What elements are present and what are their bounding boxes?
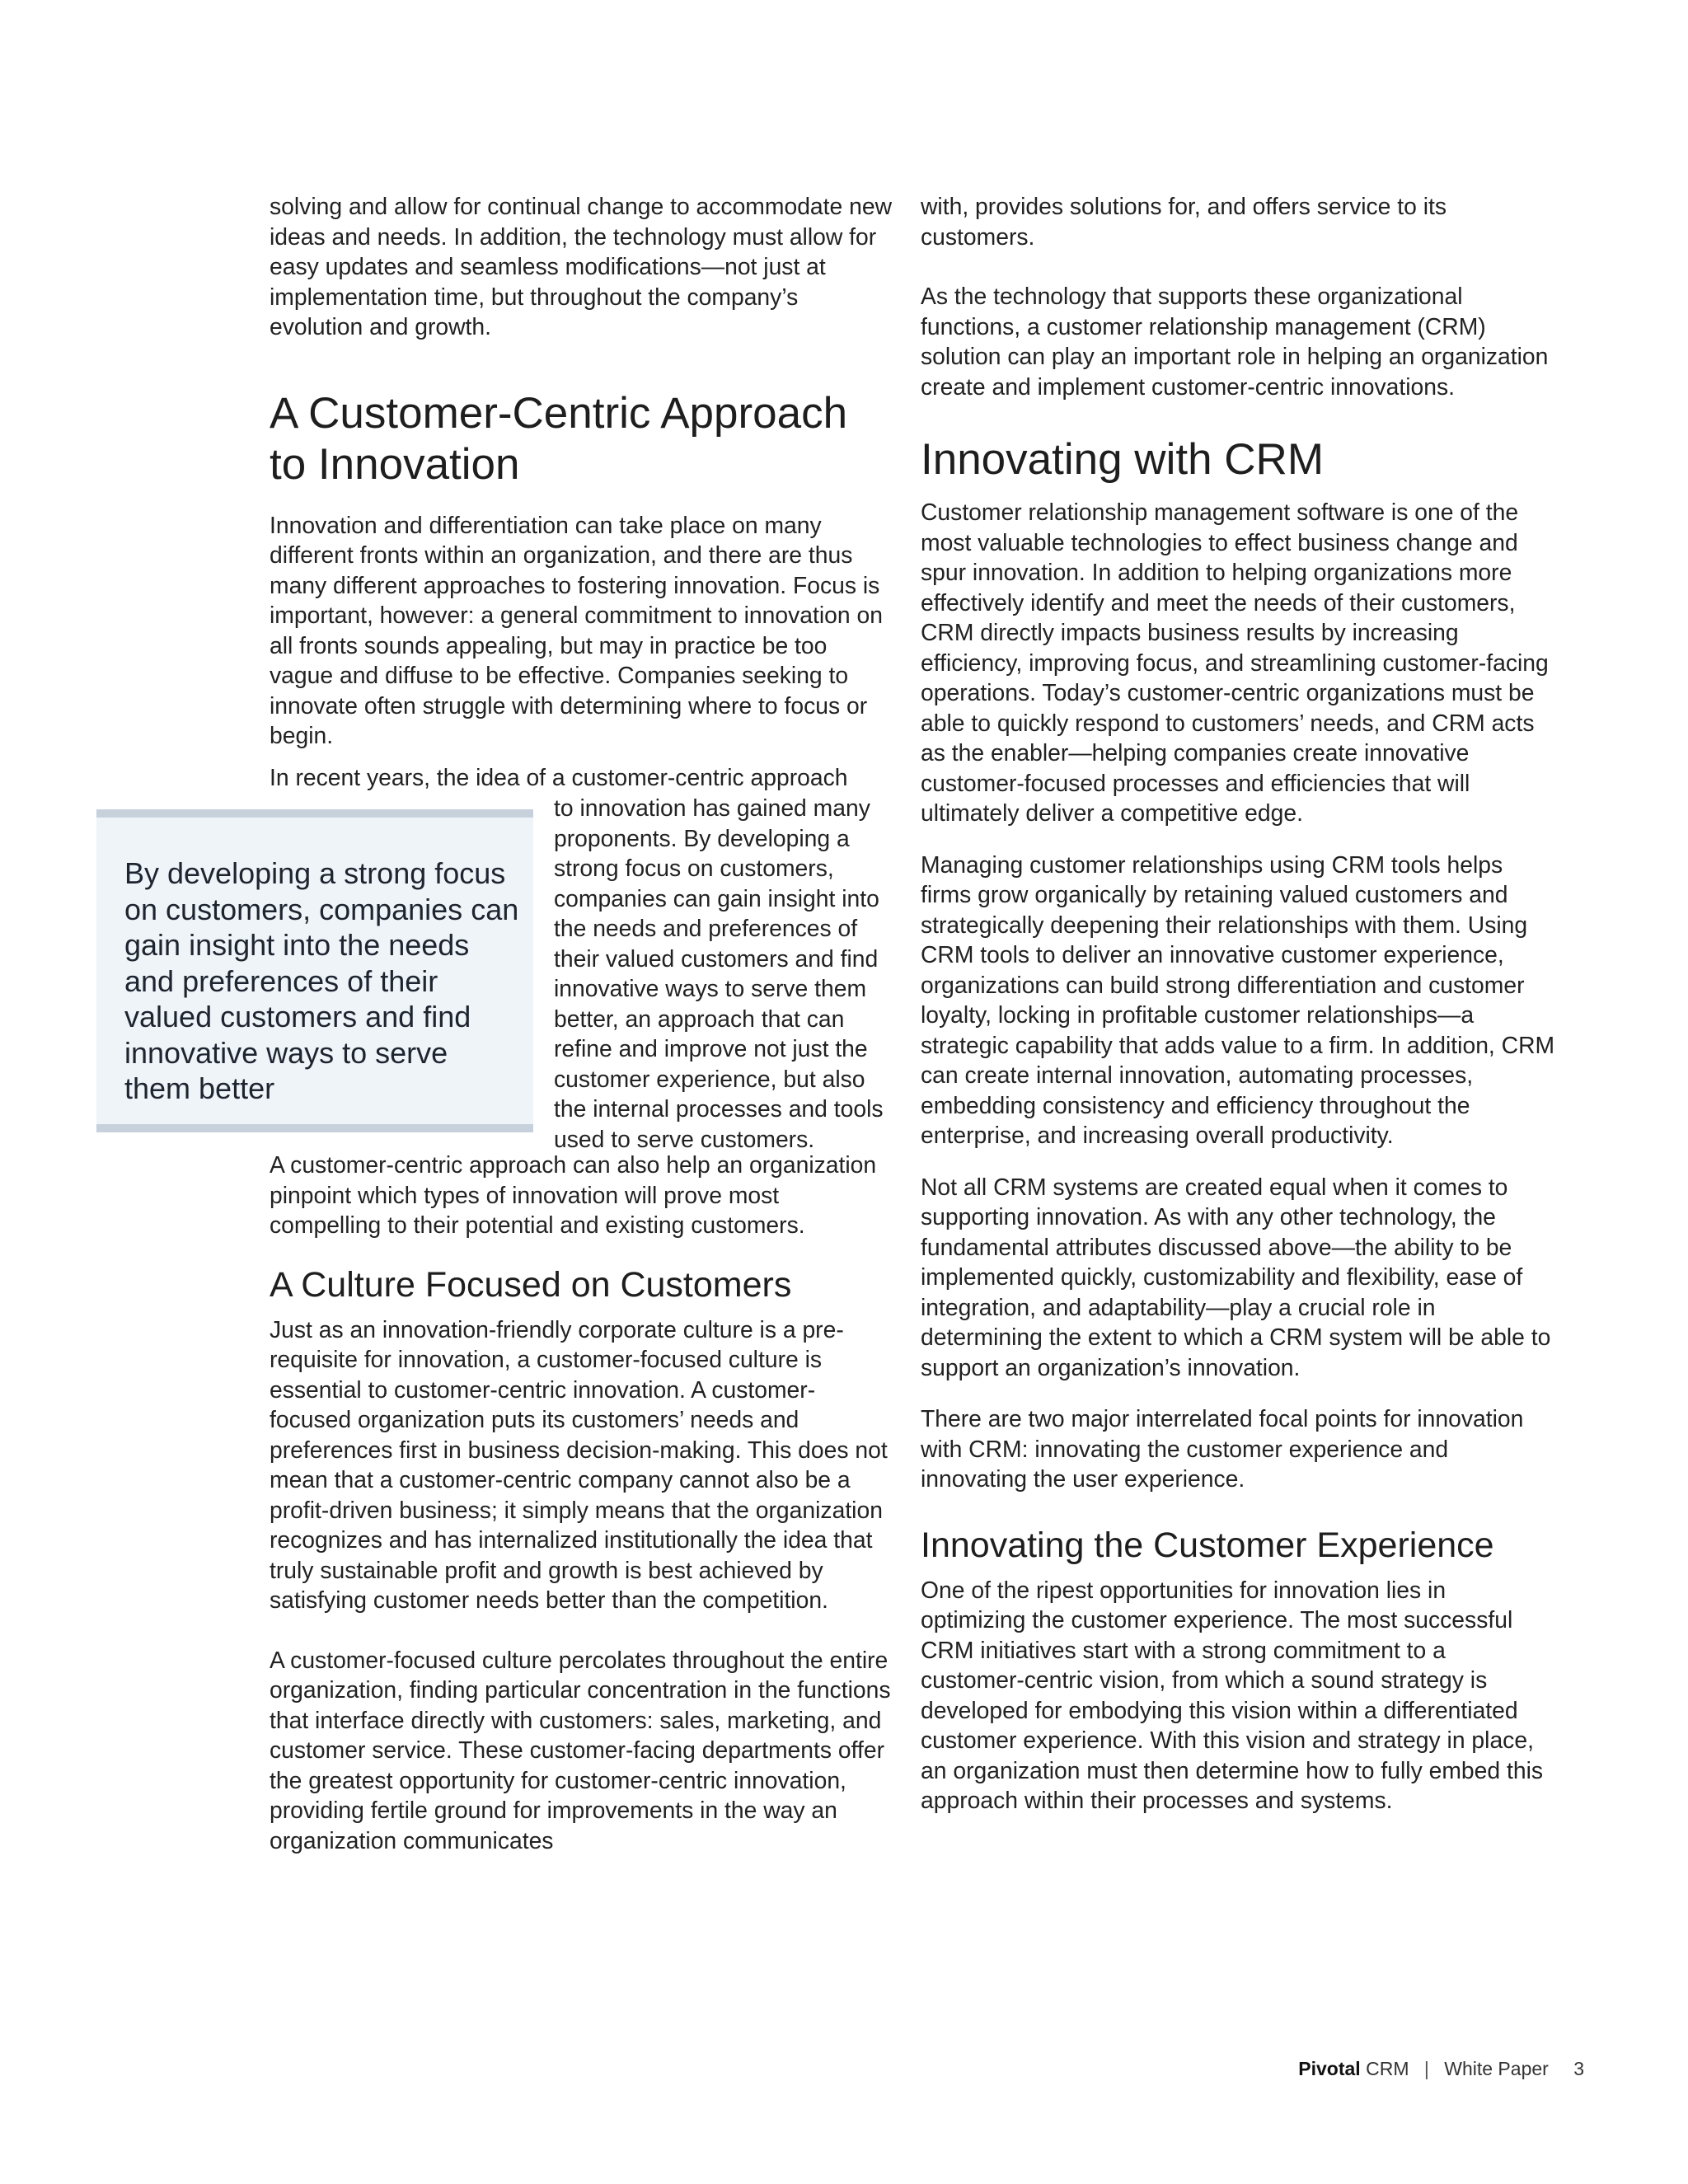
heading-line-2: to Innovation (270, 439, 520, 489)
pull-quote-box (96, 809, 533, 1132)
right-paragraph-4: Not all CRM systems are created equal when it comes to supporting innovation. As with any other technology, the fundamental attributes discussed above—the ability to be implemented quickly, customizability and flexibility, ease of integration, and adaptability—play a crucial role in determining the extent to which a CRM system will be able to support an organization’s innovation. (921, 1173, 1551, 1380)
right-intro-paragraph: with, provides solutions for, and offers service to its customers. (921, 193, 1447, 250)
pull-quote-text: By developing a strong focus on customers, companies can gain insight into the needs and preferences of their valued customers and find innovative ways to serve them better (96, 809, 533, 1132)
heading-culture-focused: A Culture Focused on Customers (270, 1264, 792, 1305)
left-intro-paragraph: solving and allow for continual change to accommodate new ideas and needs. In addition, the technology must allow for easy updates and seamless modifications—not just at implementation time, but throughout the company’s evolution and growth. (270, 193, 893, 340)
footer-separator: | (1423, 2058, 1429, 2079)
left-column (270, 191, 896, 780)
page-number: 3 (1573, 2058, 1584, 2079)
footer-product: CRM (1366, 2058, 1409, 2079)
right-paragraph-6: One of the ripest opportunities for innovation lies in optimizing the customer experience. The most successful CRM initiatives start with a strong commitment to a customer-centric vision, from which a sound strategy is developed for embodying this vision within a differentiated customer experience. With this vision and strategy in place, an organization must then determine how to fully embed this approach within their processes and systems. (921, 1576, 1544, 1813)
page-footer (1298, 2058, 1584, 2080)
left-paragraph-1: Innovation and differentiation can take place on many different fronts within an organization, and there are thus many different approaches to fostering innovation. Focus is important, however: a general commitment to innovation on all fronts sounds appealing, but may in practice be too vague and diffuse to be effective. Companies seeking to innovate often struggle with determining where to focus or begin. (270, 511, 883, 748)
heading-innovating-with-crm: Innovating with CRM (921, 435, 1324, 484)
heading-innovating-customer-experience: Innovating the Customer Experience (921, 1525, 1494, 1565)
heading-line-1: A Customer-Centric Approach (270, 388, 848, 438)
footer-doc-type: White Paper (1444, 2058, 1549, 2079)
right-paragraph-5: There are two major interrelated focal points for innovation with CRM: innovating the customer experience and innovating the user experience. (921, 1405, 1524, 1492)
left-paragraph-2-first-line: In recent years, the idea of a customer-centric approach (270, 764, 848, 790)
heading-customer-centric-approach (270, 388, 896, 490)
footer-brand: Pivotal (1298, 2058, 1361, 2079)
left-paragraph-4: A customer-focused culture percolates throughout the entire organization, finding particular concentration in the functions that interface directly with customers: sales, marketing, and customer service. These customer-facing departments offer the greatest opportunity for customer-centric innovation, providing fertile ground for improvements in the way an organization communicates (270, 1646, 891, 1854)
right-paragraph-3: Managing customer relationships using CRM tools helps firms grow organically by retaining valued customers and strategically deepening their relationships with them. Using CRM tools to deliver an innovative customer experience, organizations can build strong differentiation and customer loyalty, locking in profitable customer relationships—a strategic capability that adds value to a firm. In addition, CRM can create internal innovation, automating processes, embedding consistency and efficiency throughout the enterprise, and increasing overall productivity. (921, 851, 1555, 1148)
left-paragraph-2-continued: A customer-centric approach can also help an organization pinpoint which types of innovation will prove most compelling to their potential and existing customers. (270, 1151, 877, 1238)
right-paragraph-1: As the technology that supports these organizational functions, a customer relationship management (CRM) solution can play an important role in helping an organization create and implement customer-centric innovations. (921, 283, 1549, 400)
left-column-lower (270, 1150, 896, 1885)
right-paragraph-2: Customer relationship management software is one of the most valuable technologies to effect business change and spur innovation. In addition to helping organizations more effectively identify and meet the needs of their customers, CRM directly impacts business results by increasing efficiency, improving focus, and streamlining customer-facing operations. Today’s customer-centric organizations must be able to quickly respond to customers’ needs, and CRM acts as the enabler—helping companies create innovative customer-focused processes and efficiencies that will ultimately deliver a competitive edge. (921, 499, 1549, 826)
right-column (921, 191, 1555, 1845)
left-paragraph-2-wrapped: to innovation has gained many proponents. By developing a strong focus on customers, companies can gain insight into the needs and preferences of their valued customers and find innovative ways to serve them better, an approach that can refine and improve not just the customer experience, but also the internal processes and tools used to serve customers. (554, 794, 884, 1152)
left-paragraph-3: Just as an innovation-friendly corporate culture is a pre-requisite for innovation, a customer-focused culture is essential to customer-centric innovation. A customer-focused organization puts its customers’ needs and preferences first in business decision-making. This does not mean that a customer-centric company cannot also be a profit-driven business; it simply means that the organization recognizes and has internalized institutionally the idea that truly sustainable profit and growth is best achieved by satisfying customer needs better than the competition. (270, 1315, 888, 1613)
